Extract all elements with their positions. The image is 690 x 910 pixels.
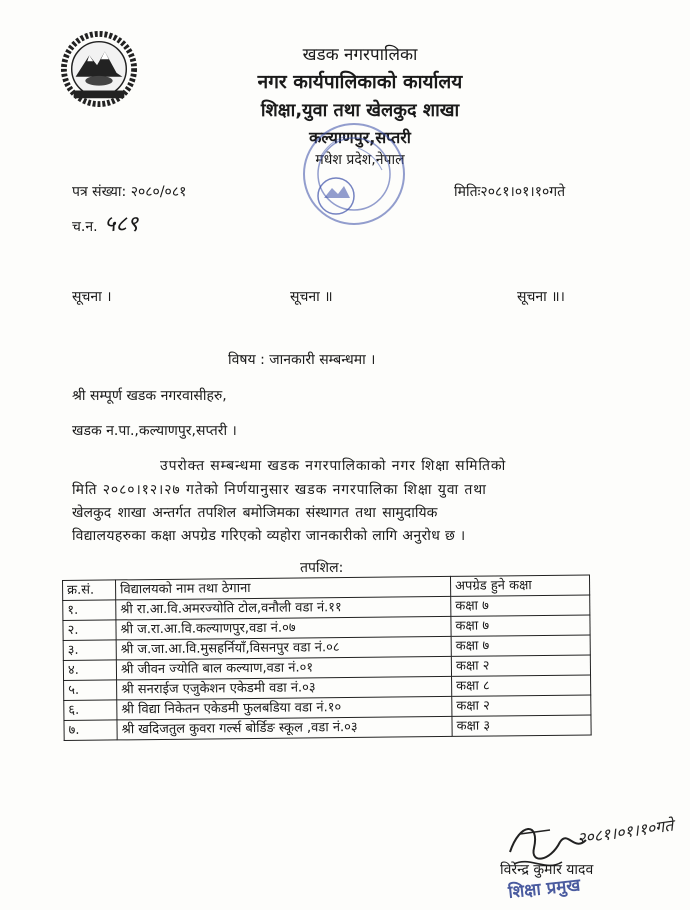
nepal-emblem-icon <box>60 30 138 108</box>
office-seal-icon <box>298 118 410 230</box>
office-name: नगर कार्यपालिकाको कार्यालय <box>257 71 463 93</box>
dispatch-number-value: ५८९ <box>104 212 139 237</box>
school-cell: श्री खदिजतुल कुवरा गर्ल्स बोर्डिङ स्कूल ,वडा नं.०३ <box>117 716 452 740</box>
serial-cell: ६. <box>64 700 117 721</box>
serial-cell: ७. <box>64 720 117 741</box>
body-line-4: विद्यालयहरुका कक्षा अपग्रेड गरिएको व्यहोरा जानकारीको लागि अनुरोध छ । <box>72 528 466 544</box>
signatory-name: विरेन्द्र कुमार यादव <box>500 862 594 878</box>
letter-date: मितिः२०८१।०१।१०गते <box>454 184 566 200</box>
notice-heading-1: सूचना । <box>72 289 112 305</box>
header-grade: अपग्रेड हुने कक्षा <box>450 575 589 596</box>
serial-cell: २. <box>63 620 116 641</box>
grade-cell: कक्षा ३ <box>452 715 591 736</box>
serial-cell: ४. <box>63 660 116 681</box>
serial-cell: ५. <box>64 680 117 701</box>
reference-number: पत्र संख्या: २०८०/०८१ <box>72 184 187 200</box>
office-location: कल्याणपुर,सप्तरी <box>309 128 411 147</box>
province-country: मधेश प्रदेश,नेपाल <box>315 152 405 168</box>
schedule-table <box>62 574 592 741</box>
grade-cell: कक्षा २ <box>452 695 591 716</box>
grade-cell: कक्षा ७ <box>451 595 590 616</box>
serial-cell: १. <box>63 600 116 621</box>
body-line-3: खेलकुद शाखा अन्तर्गत तपशिल बमोजिमका संस्थागत तथा सामुदायिक <box>72 505 438 521</box>
school-cell: श्री ज.रा.आ.वि.कल्याणपुर,वडा नं.०७ <box>116 616 451 640</box>
letter-subject: विषय : जानकारी सम्बन्धमा । <box>228 352 376 368</box>
school-cell: श्री ज.जा.आ.वि.मुसहर्नियाँ,विसनपुर वडा नं.०८ <box>116 636 451 660</box>
dispatch-number <box>72 208 138 238</box>
schedule-title: तपशिल: <box>300 560 344 576</box>
table-row <box>64 715 591 741</box>
body-line-2: मिति २०८०।१२।२७ गतेको निर्णयानुसार खडक नगरपालिका शिक्षा युवा तथा <box>72 482 487 498</box>
recipient-line-2: खडक न.पा.,कल्याणपुर,सप्तरी । <box>72 423 237 439</box>
grade-cell: कक्षा २ <box>451 655 590 676</box>
grade-cell: कक्षा ७ <box>451 615 590 636</box>
dispatch-number-label: च.न. <box>72 219 98 235</box>
handwritten-date: २०८१।०१।१०गते <box>575 815 675 848</box>
header-school: विद्यालयको नाम तथा ठेगाना <box>116 576 451 600</box>
body-line-1: उपरोक्त सम्बन्धमा खडक नगरपालिकाको नगर शिक्षा समितिको <box>160 458 507 474</box>
notice-heading-2: सूचना ॥ <box>290 289 333 305</box>
municipality-name: खडक नगरपालिका <box>302 45 418 65</box>
serial-cell: ३. <box>63 640 116 661</box>
grade-cell: कक्षा ७ <box>451 635 590 656</box>
school-cell: श्री जीवन ज्योति बाल कल्याण,वडा नं.०१ <box>116 656 451 680</box>
school-cell: श्री विद्या निकेतन एकेडमी फुलबडिया वडा नं.१० <box>117 696 452 720</box>
designation-stamp: शिक्षा प्रमुख <box>507 875 582 903</box>
recipient-line-1: श्री सम्पूर्ण खडक नगरवासीहरु, <box>72 388 227 404</box>
branch-name: शिक्षा,युवा तथा खेलकुद शाखा <box>260 100 460 121</box>
school-cell: श्री सनराईज एजुकेशन एकेडमी वडा नं.०३ <box>117 676 452 700</box>
school-cell: श्री रा.आ.वि.अमरज्योति टोल,वनौली वडा नं.११ <box>116 596 451 620</box>
header-serial: क्र.सं. <box>63 580 116 601</box>
notice-heading-3: सूचना ॥। <box>517 289 565 305</box>
grade-cell: कक्षा ८ <box>452 675 591 696</box>
